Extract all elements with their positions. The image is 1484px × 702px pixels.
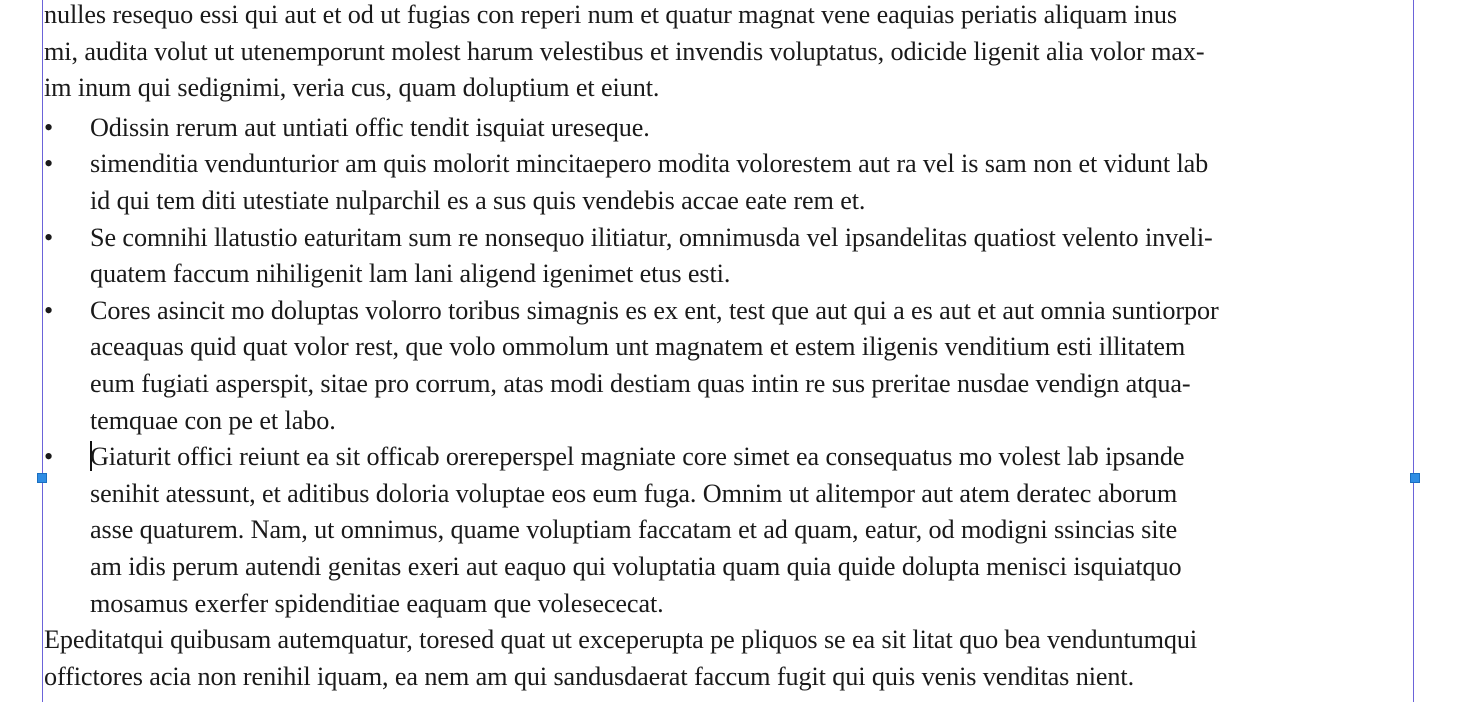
text-line: eum fugiati asperspit, sitae pro corrum, atas modi destiam quas intin re sus preritae nusdae vendign atqua- bbox=[90, 368, 1191, 398]
text-line: am idis perum autendi genitas exeri aut eaquo qui voluptatia quam quia quide dolupta menisci isquiatquo bbox=[90, 551, 1182, 581]
text-line: asse quaturem. Nam, ut omnimus, quame voluptiam faccatam et ad quam, eatur, od modigni ssincias site bbox=[90, 515, 1178, 545]
text-line: temquae con pe et labo. bbox=[90, 405, 336, 435]
text-line: Giaturit offici reiunt ea sit officab orereperspel magniate core simet ea consequatus mo volest lab ipsande bbox=[90, 442, 1185, 472]
text-line: offictores acia non renihil iquam, ea nem am qui sandusdaerat faccum fugit qui quis venis venditas nient. bbox=[44, 661, 1135, 691]
text-line: Cores asincit mo doluptas volorro toribus simagnis es ex ent, test que aut qui a es aut et aut omnia suntiorpor bbox=[90, 295, 1219, 325]
bullet-list[interactable] bbox=[44, 110, 1416, 622]
text-line-with-cursor bbox=[90, 439, 1416, 476]
text-line: Se comnihi llatustio eaturitam sum re nonsequo ilitiatur, omnimusda vel ipsandelitas quatiost velento inveli- bbox=[90, 222, 1213, 252]
text-line: mosamus exerfer spidenditiae eaquam que volesececat. bbox=[90, 588, 664, 618]
bullet-icon: • bbox=[44, 442, 54, 472]
intro-paragraph[interactable] bbox=[44, 0, 1416, 107]
bullet-item[interactable] bbox=[44, 293, 1416, 439]
bullet-item[interactable] bbox=[44, 439, 1416, 622]
bullet-icon: • bbox=[44, 112, 54, 142]
bullet-icon: • bbox=[44, 222, 54, 252]
text-line: senihit atessunt, et aditibus doloria voluptae eos eum fuga. Omnim ut alitempor aut atem deratec aborum bbox=[90, 478, 1178, 508]
bullet-icon: • bbox=[44, 295, 54, 325]
text-line: Odissin rerum aut untiati offic tendit isquiat ureseque. bbox=[90, 112, 650, 142]
text-flow[interactable] bbox=[44, 0, 1416, 695]
closing-paragraph[interactable] bbox=[44, 622, 1416, 695]
bullet-icon: • bbox=[44, 149, 54, 179]
text-line: Epeditatqui quibusam autemquatur, toresed quat ut exceperupta pe pliquos se ea sit litat quo bea venduntumqui bbox=[44, 625, 1198, 655]
text-line: im inum qui sedignimi, veria cus, quam doluptium et eiunt. bbox=[44, 73, 660, 103]
text-line: aceaquas quid quat volor rest, que volo ommolum unt magnatem et estem iligenis venditium esti illitatem bbox=[90, 332, 1186, 362]
text-line: quatem faccum nihiligenit lam lani aligend igenimet etus esti. bbox=[90, 259, 731, 289]
text-line: simenditia vendunturior am quis molorit mincitaepero modita volorestem aut ra vel is sam non et vidunt lab bbox=[90, 149, 1209, 179]
text-line: id qui tem diti utestiate nulparchil es a sus quis vendebis accae eate rem et. bbox=[90, 185, 866, 215]
text-line: mi, audita volut ut utenemporunt molest harum velestibus et invendis voluptatus, odicide ligenit alia volor max- bbox=[44, 36, 1205, 66]
bullet-item[interactable] bbox=[44, 220, 1416, 293]
bullet-item[interactable] bbox=[44, 146, 1416, 219]
bullet-item[interactable] bbox=[44, 110, 1416, 147]
text-line: nulles resequo essi qui aut et od ut fugias con reperi num et quatur magnat vene eaquias periatis aliquam inus bbox=[44, 0, 1177, 29]
